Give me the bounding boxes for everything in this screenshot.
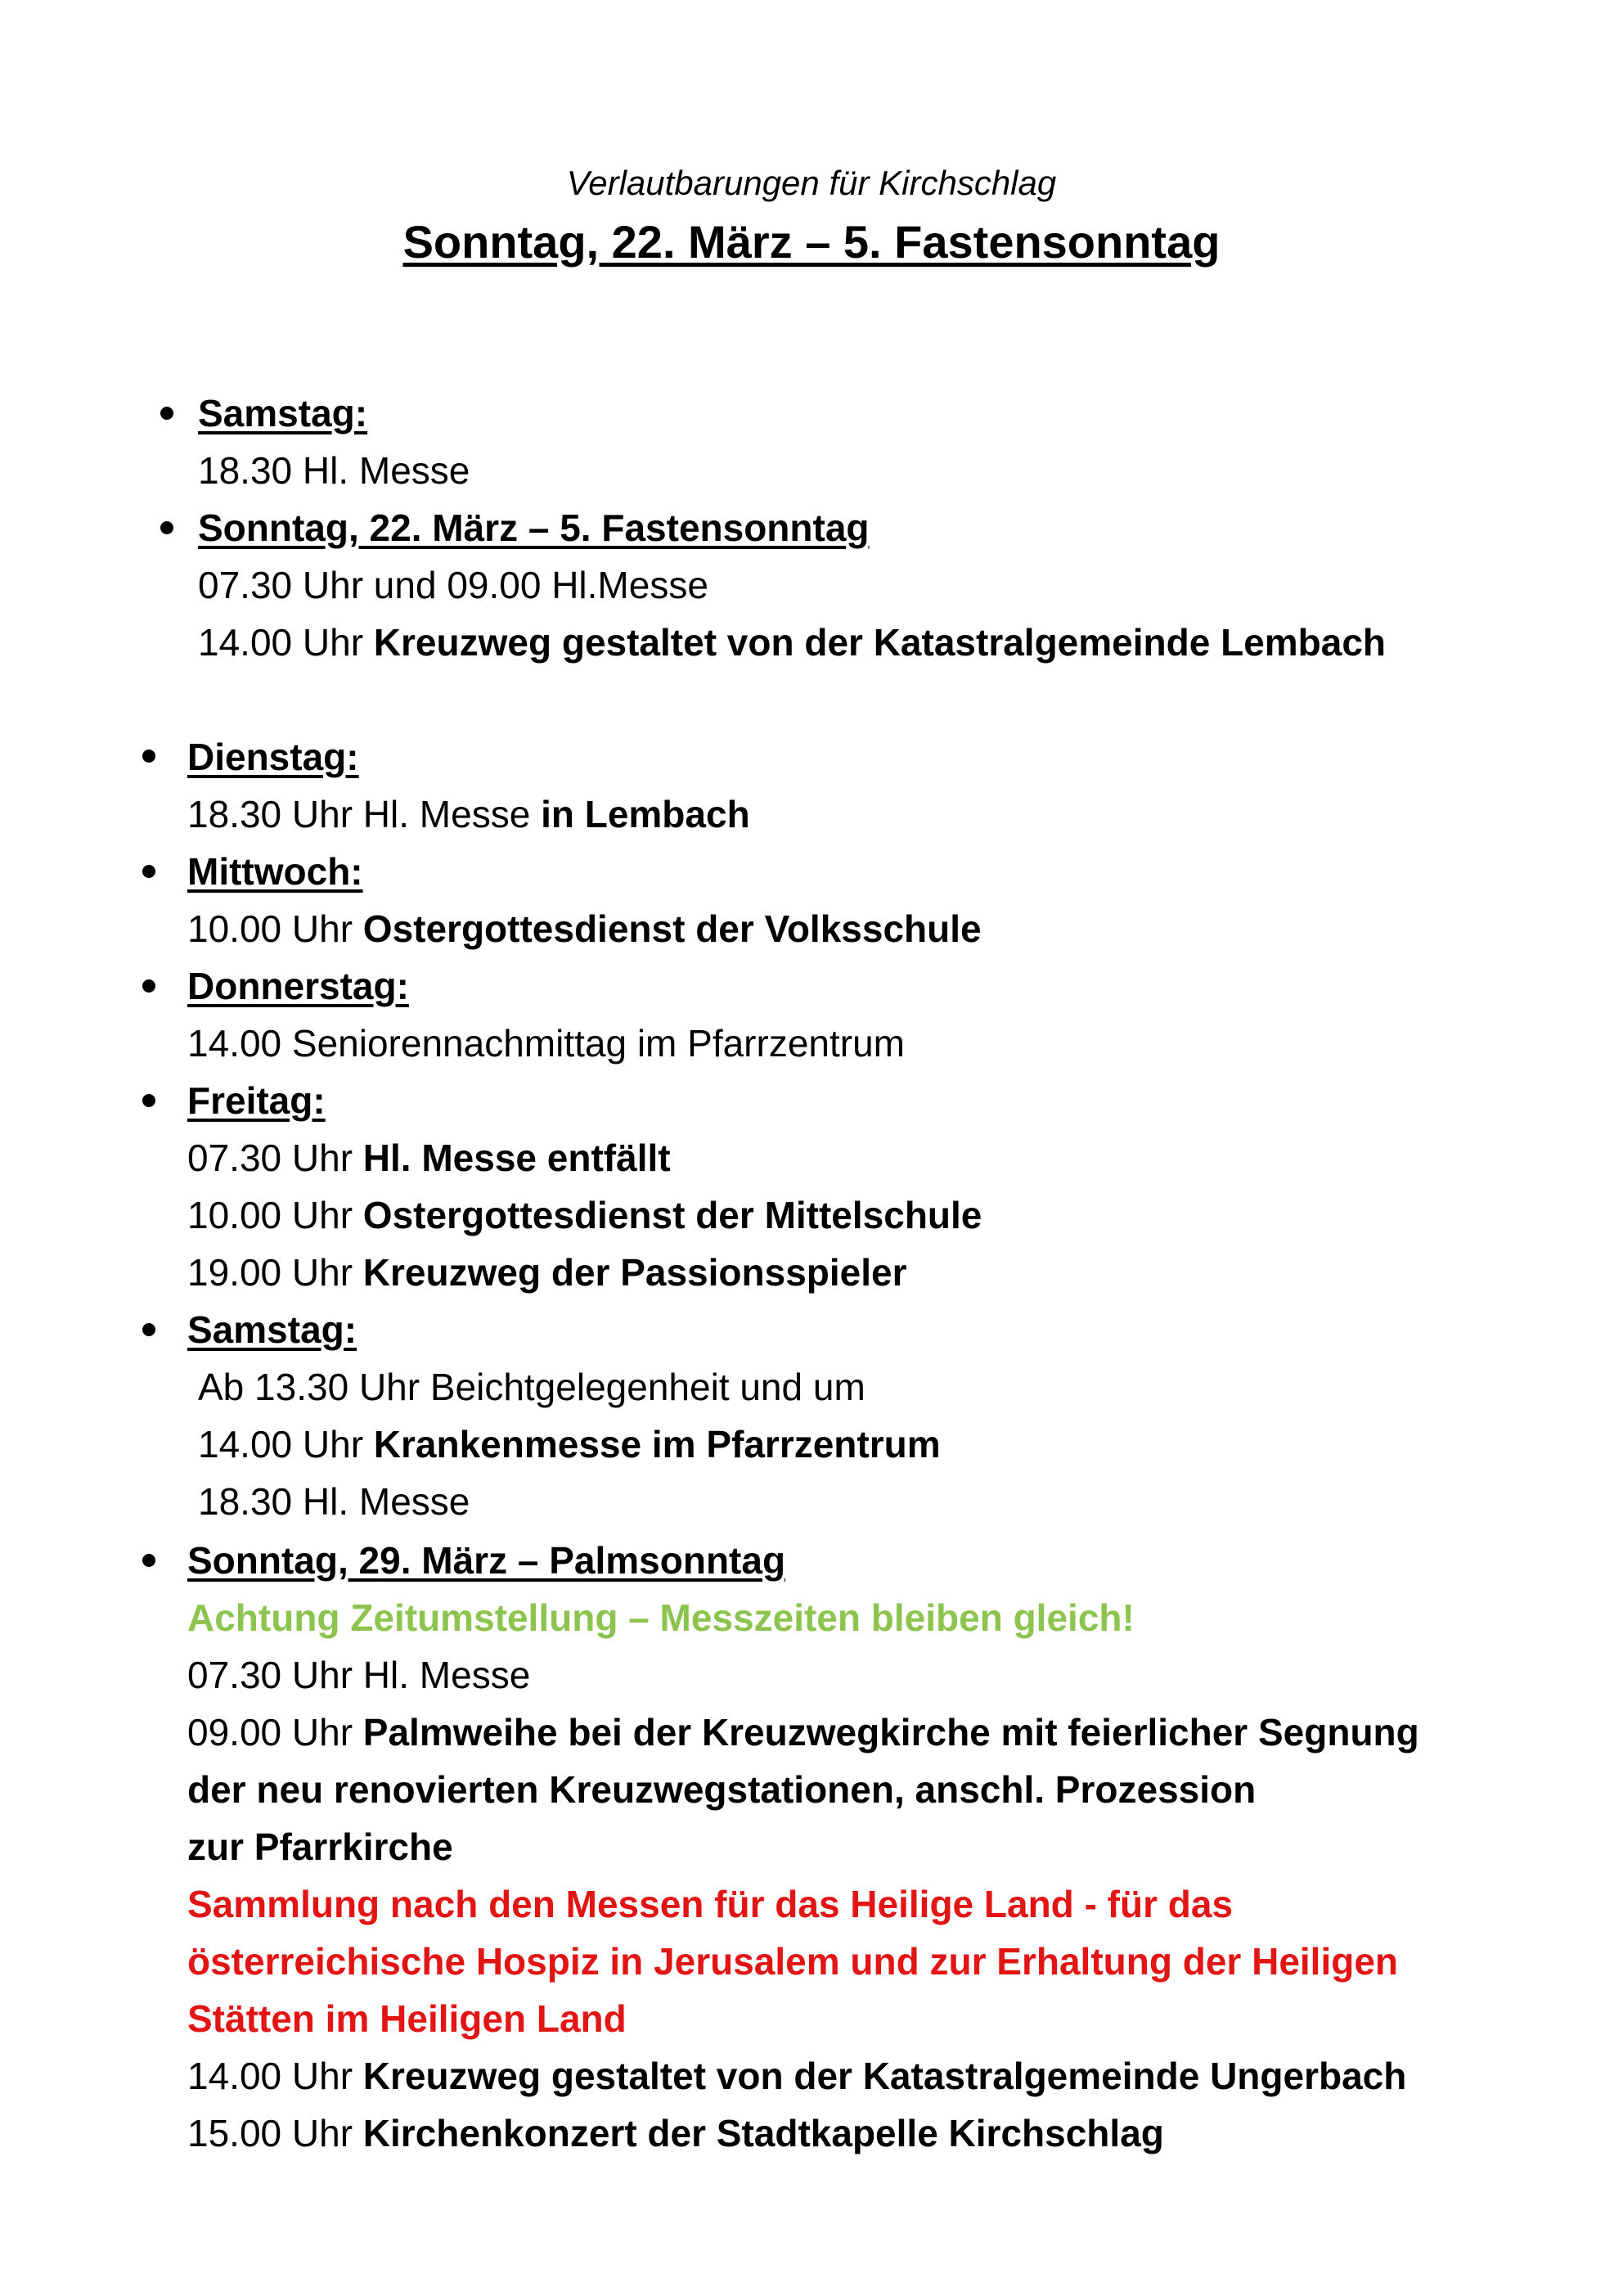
event-line: 10.00 Uhr Ostergottesdienst der Mittelschule bbox=[187, 1194, 982, 1236]
bullet-icon bbox=[142, 750, 155, 763]
time-change-notice: Achtung Zeitumstellung – Messzeiten bleiben gleich! bbox=[187, 1596, 1135, 1639]
event-line: 19.00 Uhr Kreuzweg der Passionsspieler bbox=[187, 1251, 907, 1294]
bullet-icon bbox=[142, 1554, 155, 1567]
event-line: 09.00 Uhr Palmweihe bei der Kreuzwegkirche mit feierlicher Segnung bbox=[187, 1711, 1419, 1754]
event-line: 18.30 Hl. Messe bbox=[198, 449, 470, 492]
day-heading-freitag: Freitag: bbox=[187, 1079, 326, 1122]
day-heading-samstag: Samstag: bbox=[198, 392, 368, 434]
event-line: 14.00 Uhr Kreuzweg gestaltet von der Katastralgemeinde Ungerbach bbox=[187, 2055, 1407, 2097]
event-line: 07.30 Uhr und 09.00 Hl.Messe bbox=[198, 564, 708, 606]
collection-notice: Stätten im Heiligen Land bbox=[187, 1997, 627, 2040]
event-line: 10.00 Uhr Ostergottesdienst der Volksschule bbox=[187, 907, 982, 950]
day-heading-mittwoch: Mittwoch: bbox=[187, 850, 363, 893]
bullet-icon bbox=[160, 521, 173, 534]
bullet-icon bbox=[142, 1323, 155, 1336]
event-line: 07.30 Uhr Hl. Messe bbox=[187, 1654, 531, 1696]
event-line: 14.00 Uhr Kreuzweg gestaltet von der Katastralgemeinde Lembach bbox=[198, 621, 1387, 664]
event-line: 14.00 Seniorennachmittag im Pfarrzentrum bbox=[187, 1022, 905, 1065]
day-heading-dienstag: Dienstag: bbox=[187, 736, 359, 778]
bullet-icon bbox=[142, 1094, 155, 1107]
event-line: Ab 13.30 Uhr Beichtgelegenheit und um bbox=[198, 1366, 865, 1408]
bullet-icon bbox=[160, 407, 173, 420]
collection-notice: österreichische Hospiz in Jerusalem und zur Erhaltung der Heiligen bbox=[187, 1940, 1399, 1983]
event-line: 18.30 Uhr Hl. Messe in Lembach bbox=[187, 793, 750, 835]
bullet-icon bbox=[142, 865, 155, 878]
day-heading-donnerstag: Donnerstag: bbox=[187, 965, 409, 1007]
event-line: zur Pfarrkirche bbox=[187, 1826, 453, 1868]
document-subtitle: Verlautbarungen für Kirchschlag bbox=[566, 164, 1057, 202]
event-line: 15.00 Uhr Kirchenkonzert der Stadtkapelle Kirchschlag bbox=[187, 2112, 1164, 2154]
day-heading-sonntag-22: Sonntag, 22. März – 5. Fastensonntag bbox=[198, 506, 870, 549]
event-line: 18.30 Hl. Messe bbox=[198, 1480, 470, 1523]
event-line: 14.00 Uhr Krankenmesse im Pfarrzentrum bbox=[198, 1423, 941, 1465]
bullet-icon bbox=[142, 979, 155, 993]
event-line: 07.30 Uhr Hl. Messe entfällt bbox=[187, 1137, 671, 1179]
day-heading-palmsonntag: Sonntag, 29. März – Palmsonntag bbox=[187, 1539, 786, 1582]
event-line: der neu renovierten Kreuzwegstationen, anschl. Prozession bbox=[187, 1768, 1257, 1811]
day-heading-samstag-2: Samstag: bbox=[187, 1308, 357, 1351]
document-title: Sonntag, 22. März – 5. Fastensonntag bbox=[402, 216, 1221, 268]
collection-notice: Sammlung nach den Messen für das Heilige Land - für das bbox=[187, 1883, 1234, 1925]
